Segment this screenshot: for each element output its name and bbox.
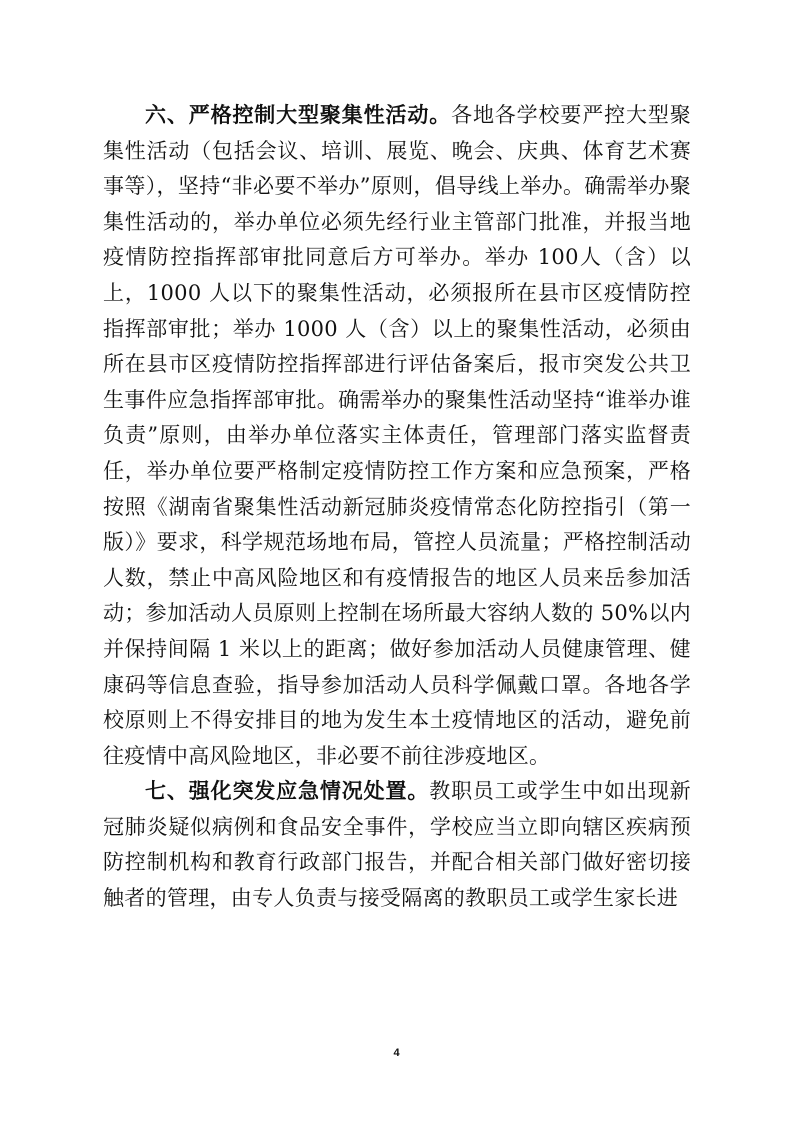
page-number: 4 — [393, 1047, 400, 1059]
section-seven-text: 教职员工或学生中如出现新冠肺炎疑似病例和食品安全事件，学校应当立即向辖区疾病预防控制机构和教育行政部门报告，并配合相关部门做好密切接触者的管理，由专人负责与接受隔离的教职员工或学生家长进 — [103, 779, 691, 911]
paragraph-section-six — [103, 98, 691, 774]
section-six-text: 各地各学校要严控大型聚集性活动（包括会议、培训、展览、晚会、庆典、体育艺术赛事等），坚持“非必要不举办”原则，倡导线上举办。确需举办聚集性活动的，举办单位必须先经行业主管部门批准，并报当地疫情防控指挥部审批同意后方可举办。举办 100人（含）以上，1000 人以下的聚集性活动，必须报所在县市区疫情防控指挥部审批；举办 1000 人（含）以上的聚集性活动，必须由所在县市区疫情防控指挥部进行评估备案后，报市突发公共卫生事件应急指挥部审批。确需举办的聚集性活动坚持“谁举办谁负责”原则，由举办单位落实主体责任，管理部门落实监督责任，举办单位要严格制定疫情防控工作方案和应急预案，严格按照《湖南省聚集性活动新冠肺炎疫情常态化防控指引（第一版）》要求，科学规范场地布局，管控人员流量；严格控制活动人数，禁止中高风险地区和有疫情报告的地区人员来岳参加活动；参加活动人员原则上控制在场所最大容纳人数的 50%以内并保持间隔 1 米以上的距离；做好参加活动人员健康管理、健康码等信息查验，指导参加活动人员科学佩戴口罩。各地各学校原则上不得安排目的地为发生本土疫情地区的活动，避免前往疫情中高风险地区，非必要不前往涉疫地区。 — [103, 103, 691, 768]
section-six-heading: 六、严格控制大型聚集性活动。 — [145, 103, 452, 127]
paragraph-section-seven — [103, 774, 691, 916]
section-seven-heading: 七、强化突发应急情况处置。 — [145, 779, 430, 804]
document-body — [103, 98, 691, 917]
